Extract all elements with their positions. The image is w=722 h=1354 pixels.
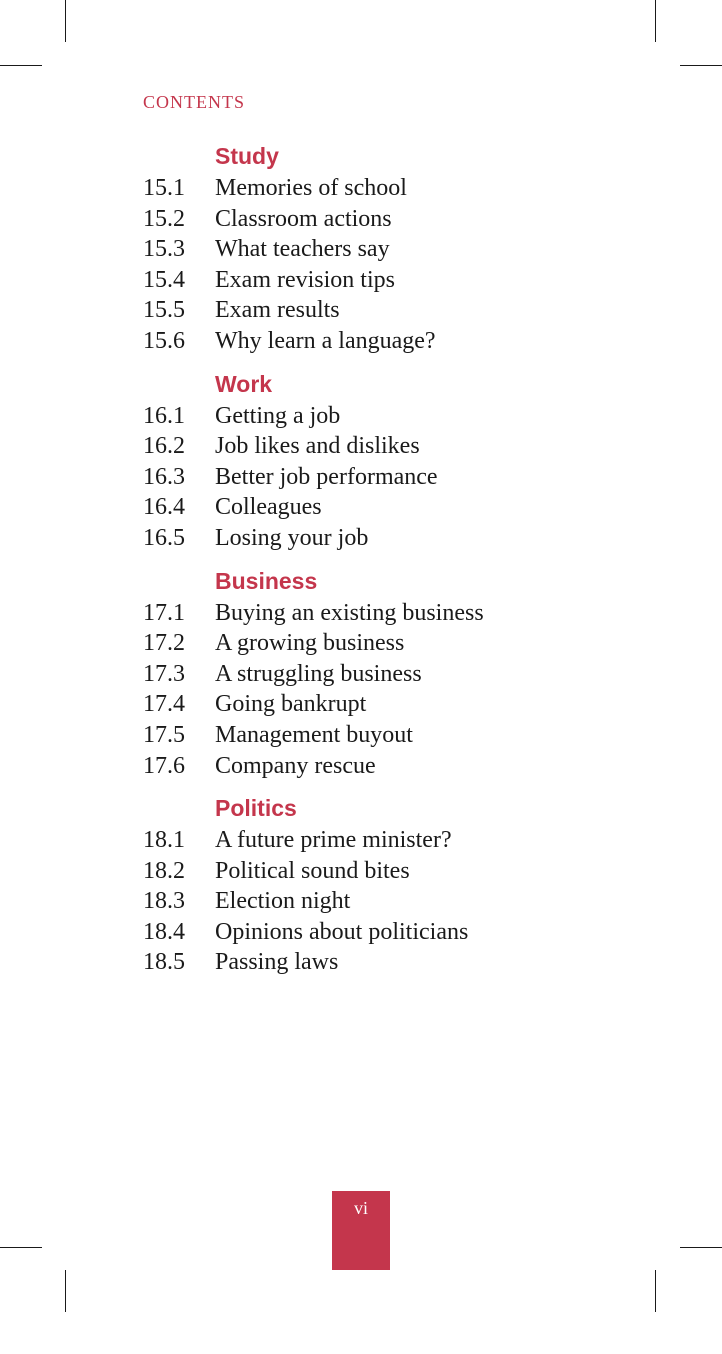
entry-title: Better job performance [215, 463, 438, 490]
entry-number: 15.4 [143, 266, 185, 293]
crop-mark-top-right-horizontal [680, 65, 722, 66]
toc-entry[interactable] [143, 856, 683, 887]
entry-number: 18.5 [143, 949, 185, 976]
entry-title: Political sound bites [215, 857, 410, 884]
entry-title: A struggling business [215, 660, 422, 687]
entry-number: 16.5 [143, 524, 185, 551]
toc-entry[interactable] [143, 265, 683, 296]
entry-title: Classroom actions [215, 205, 392, 232]
toc-entry[interactable] [143, 689, 683, 720]
entry-title: What teachers say [215, 236, 390, 263]
entry-title: Job likes and dislikes [215, 433, 420, 460]
crop-mark-top-left-horizontal [0, 65, 42, 66]
crop-mark-top-left-vertical [65, 0, 66, 42]
entry-number: 16.4 [143, 494, 185, 521]
entry-number: 15.2 [143, 205, 185, 232]
entry-number: 18.3 [143, 888, 185, 915]
entry-number: 17.5 [143, 721, 185, 748]
entry-number: 17.4 [143, 691, 185, 718]
page-number-tab [332, 1191, 390, 1270]
toc-entry[interactable] [143, 628, 683, 659]
crop-mark-bottom-right-vertical [655, 1270, 656, 1312]
entry-number: 15.1 [143, 175, 185, 201]
toc-entry[interactable] [143, 917, 683, 948]
entry-number: 16.3 [143, 463, 185, 490]
toc-section-business [143, 564, 683, 782]
entry-number: 15.3 [143, 236, 185, 263]
toc-entry[interactable] [143, 659, 683, 690]
toc-entry[interactable] [143, 886, 683, 917]
crop-mark-bottom-left-vertical [65, 1270, 66, 1312]
entry-title: Getting a job [215, 402, 341, 429]
entry-title: Exam revision tips [215, 266, 395, 293]
entry-title: A growing business [215, 630, 405, 657]
entry-title: Management buyout [215, 721, 413, 748]
section-title: Business [215, 567, 318, 594]
toc-entry[interactable] [143, 825, 683, 856]
entry-number: 17.6 [143, 752, 185, 779]
toc-entry[interactable] [143, 492, 683, 523]
entry-number: 17.2 [143, 630, 185, 657]
entry-title: Buying an existing business [215, 599, 484, 626]
entry-title: Exam results [215, 297, 340, 324]
entry-number: 16.2 [143, 433, 185, 460]
toc-entry[interactable] [143, 598, 683, 629]
crop-mark-bottom-left-horizontal [0, 1247, 42, 1248]
toc-entry[interactable] [143, 326, 683, 357]
entry-title: Memories of school [215, 175, 407, 201]
crop-mark-top-right-vertical [655, 0, 656, 42]
entry-number: 16.1 [143, 402, 185, 429]
entry-number: 17.3 [143, 660, 185, 687]
toc-entry[interactable] [143, 173, 683, 204]
section-title: Politics [215, 795, 297, 822]
page-number: vi [353, 1198, 368, 1218]
toc-section-politics [143, 791, 683, 978]
entry-title: Passing laws [215, 949, 339, 976]
section-title: Study [215, 143, 279, 169]
section-title: Work [215, 370, 273, 397]
entry-title: Colleagues [215, 494, 322, 521]
entry-title: Election night [215, 888, 351, 915]
entry-number: 15.5 [143, 297, 185, 324]
toc-entry[interactable] [143, 947, 683, 978]
toc-section-study [143, 139, 683, 357]
entry-title: Why learn a language? [215, 327, 436, 354]
entry-number: 17.1 [143, 599, 185, 626]
entry-number: 18.1 [143, 827, 185, 854]
toc-entry[interactable] [143, 234, 683, 265]
table-of-contents [143, 139, 683, 978]
toc-entry[interactable] [143, 523, 683, 554]
toc-entry[interactable] [143, 401, 683, 432]
toc-entry[interactable] [143, 295, 683, 326]
entry-number: 15.6 [143, 327, 185, 354]
entry-title: Going bankrupt [215, 691, 367, 718]
entry-title: Company rescue [215, 752, 376, 779]
toc-entry[interactable] [143, 720, 683, 751]
crop-mark-bottom-right-horizontal [680, 1247, 722, 1248]
entry-number: 18.4 [143, 918, 185, 945]
toc-entry[interactable] [143, 204, 683, 235]
entry-title: Losing your job [215, 524, 369, 551]
entry-number: 18.2 [143, 857, 185, 884]
toc-section-work [143, 367, 683, 554]
toc-entry[interactable] [143, 751, 683, 782]
entry-title: A future prime minister? [215, 827, 452, 854]
entry-title: Opinions about politicians [215, 918, 469, 945]
toc-entry[interactable] [143, 462, 683, 493]
running-head: CONTENTS [143, 92, 245, 112]
toc-entry[interactable] [143, 431, 683, 462]
